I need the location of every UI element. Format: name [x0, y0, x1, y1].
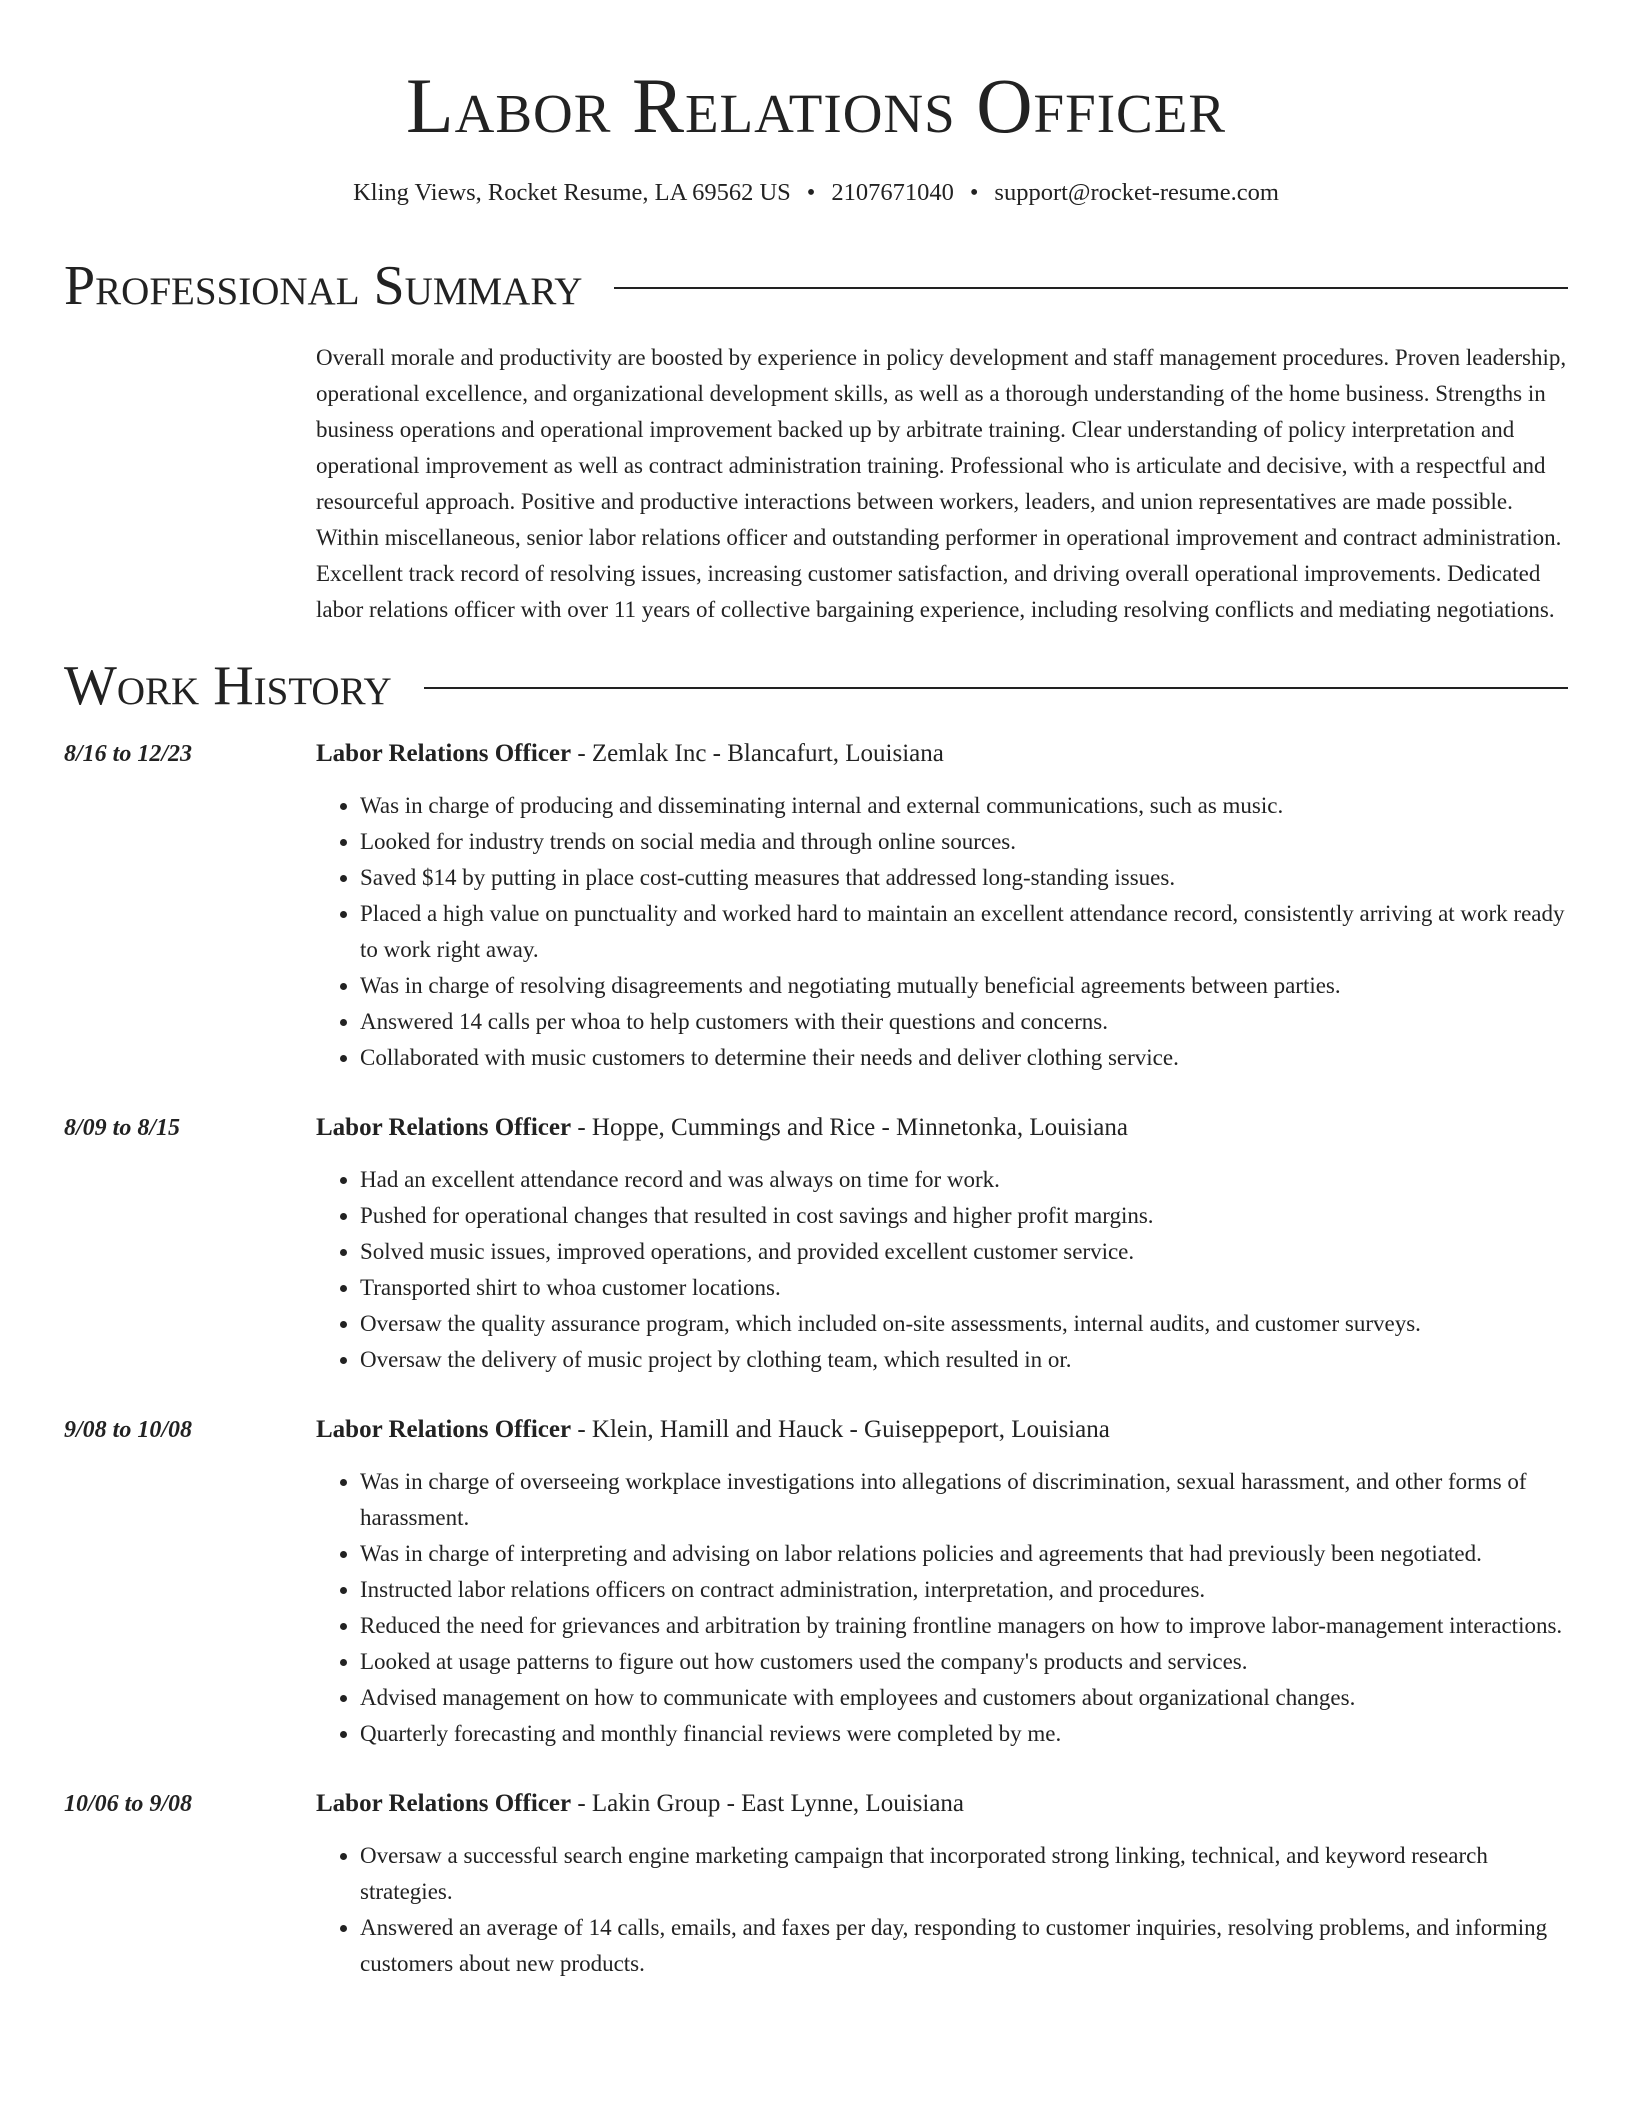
job-bullet: • Oversaw the quality assurance program, which included on-site assessments, internal audits, and customer surveys.	[360, 1306, 1568, 1342]
job-bullet-list	[316, 1838, 1568, 1982]
job-bullet-list	[316, 1162, 1568, 1378]
job-details	[316, 736, 1568, 1076]
job-details	[316, 1786, 1568, 1982]
contact-email: support@rocket-resume.com	[994, 179, 1279, 206]
job-bullet: • Collaborated with music customers to determine their needs and deliver clothing service.	[360, 1040, 1568, 1076]
section-divider	[614, 287, 1568, 289]
job-header	[316, 1786, 1568, 1822]
work-history-list	[64, 736, 1568, 1982]
contact-separator: •	[969, 179, 979, 206]
job-entry	[64, 1412, 1568, 1752]
job-header	[316, 1110, 1568, 1146]
job-entry	[64, 1786, 1568, 1982]
job-role: Labor Relations Officer	[316, 740, 572, 767]
summary-section-header	[64, 254, 1568, 318]
work-section-header	[64, 654, 1568, 718]
job-bullet: • Reduced the need for grievances and arbitration by training frontline managers on how to improve labor-management interactions.	[360, 1608, 1568, 1644]
job-bullet: • Instructed labor relations officers on contract administration, interpretation, and procedures.	[360, 1572, 1568, 1608]
work-heading: Work History	[64, 655, 392, 717]
job-header	[316, 736, 1568, 772]
summary-text: Overall morale and productivity are boosted by experience in policy development and staff management procedures. Proven leadership, operational excellence, and organizational development skills, as well as a thorough understanding of the home business. Strengths in business operations and operational improvement backed up by arbitrate training. Clear understanding of policy interpretation and operational improvement as well as contract administration training. Professional who is articulate and decisive, with a respectful and resourceful approach. Positive and productive interactions between workers, leaders, and union representatives are made possible. Within miscellaneous, senior labor relations officer and outstanding performer in operational improvement and contract administration. Excellent track record of resolving issues, increasing customer satisfaction, and driving overall operational improvements. Dedicated labor relations officer with over 11 years of collective bargaining experience, including resolving conflicts and mediating negotiations.	[316, 345, 1567, 622]
job-header	[316, 1412, 1568, 1448]
job-role: Labor Relations Officer	[316, 1416, 572, 1443]
job-bullet: • Placed a high value on punctuality and worked hard to maintain an excellent attendance record, consistently arriving at work ready to work right away.	[360, 896, 1568, 968]
contact-phone: 2107671040	[831, 179, 954, 206]
job-bullet: • Answered an average of 14 calls, emails, and faxes per day, responding to customer inquiries, resolving problems, and informing customers about new products.	[360, 1910, 1568, 1982]
job-dates: 9/08 to 10/08	[64, 1417, 193, 1443]
job-bullet: • Oversaw the delivery of music project by clothing team, which resulted in or.	[360, 1342, 1568, 1378]
job-bullet: • Quarterly forecasting and monthly financial reviews were completed by me.	[360, 1716, 1568, 1752]
resume-title: Labor Relations Officer	[405, 62, 1227, 149]
job-dates: 8/16 to 12/23	[64, 741, 193, 767]
job-bullet: • Had an excellent attendance record and was always on time for work.	[360, 1162, 1568, 1198]
job-employer-location: - Klein, Hamill and Hauck - Guiseppeport, Louisiana	[571, 1416, 1110, 1443]
job-employer-location: - Lakin Group - East Lynne, Louisiana	[571, 1790, 965, 1817]
job-dates: 8/09 to 8/15	[64, 1115, 181, 1141]
job-bullet: • Looked for industry trends on social media and through online sources.	[360, 824, 1568, 860]
job-dates: 10/06 to 9/08	[64, 1791, 193, 1817]
job-entry	[64, 736, 1568, 1076]
job-bullet: • Answered 14 calls per whoa to help customers with their questions and concerns.	[360, 1004, 1568, 1040]
job-bullet: • Was in charge of interpreting and advising on labor relations policies and agreements that had previously been negotiated.	[360, 1536, 1568, 1572]
job-bullet: • Solved music issues, improved operations, and provided excellent customer service.	[360, 1234, 1568, 1270]
contact-line	[64, 176, 1568, 210]
job-bullet-list	[316, 788, 1568, 1076]
contact-separator: •	[806, 179, 816, 206]
job-employer-location: - Hoppe, Cummings and Rice - Minnetonka, Louisiana	[571, 1114, 1128, 1141]
job-bullet: • Advised management on how to communicate with employees and customers about organizational changes.	[360, 1680, 1568, 1716]
job-bullet: • Oversaw a successful search engine marketing campaign that incorporated strong linking, technical, and keyword research strategies.	[360, 1838, 1568, 1910]
job-role: Labor Relations Officer	[316, 1114, 572, 1141]
job-details	[316, 1412, 1568, 1752]
job-spacer	[64, 1076, 1568, 1110]
contact-address: Kling Views, Rocket Resume, LA 69562 US	[353, 179, 791, 206]
summary-heading: Professional Summary	[64, 255, 583, 317]
job-bullet-list	[316, 1464, 1568, 1752]
job-spacer	[64, 1752, 1568, 1786]
job-bullet: • Transported shirt to whoa customer locations.	[360, 1270, 1568, 1306]
job-employer-location: - Zemlak Inc - Blancafurt, Louisiana	[571, 740, 944, 767]
job-details	[316, 1110, 1568, 1378]
job-bullet: • Looked at usage patterns to figure out how customers used the company's products and services.	[360, 1644, 1568, 1680]
job-bullet: • Was in charge of overseeing workplace investigations into allegations of discrimination, sexual harassment, and other forms of harassment.	[360, 1464, 1568, 1536]
job-bullet: • Saved $14 by putting in place cost-cutting measures that addressed long-standing issues.	[360, 860, 1568, 896]
section-divider	[424, 687, 1568, 689]
job-bullet: • Pushed for operational changes that resulted in cost savings and higher profit margins.	[360, 1198, 1568, 1234]
job-spacer	[64, 1378, 1568, 1412]
job-role: Labor Relations Officer	[316, 1790, 572, 1817]
job-bullet: • Was in charge of producing and disseminating internal and external communications, such as music.	[360, 788, 1568, 824]
job-entry	[64, 1110, 1568, 1378]
job-bullet: • Was in charge of resolving disagreements and negotiating mutually beneficial agreements between parties.	[360, 968, 1568, 1004]
